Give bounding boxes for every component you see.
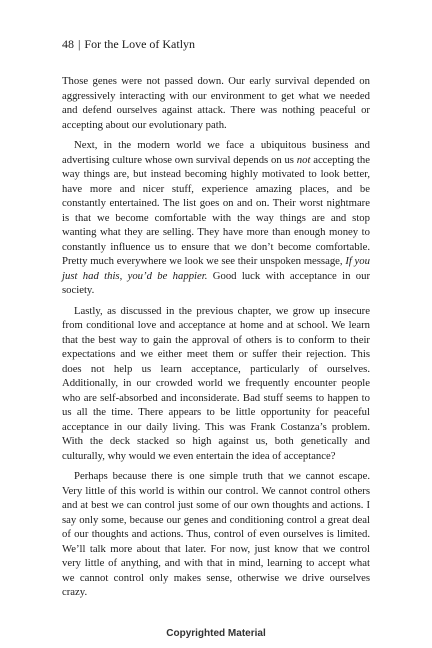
paragraph-4: Perhaps because there is one simple truth that we cannot escape. Very little of this world is within our control. We cannot control others and at best we can control just some of our own thoughts and actions. I say only some, because our genes and conditioning control a great deal of our thoughts and actions. Thus, control of even ourselves is limited. We’ll talk more about that later. For now, just know that we control very little of anything, and with that in mind, learning to accept what we cannot control only makes sense, otherwise we drive ourselves crazy. (62, 470, 370, 598)
page-body (62, 74, 370, 606)
italic-quote: If you just had this, you’d be happier. (62, 255, 370, 282)
header-separator: | (78, 37, 81, 51)
paragraph-2 (62, 138, 370, 298)
copyright-mark: Copyrighted Material (166, 628, 266, 639)
paragraph-2-text-c: Good luck with acceptance in our society. (62, 269, 370, 296)
paragraph-3: Lastly, as discussed in the previous chapter, we grow up insecure from conditional love and acceptance at home and at school. We learn that the best way to gain the approval of others is to conform to their expectations and we either meet them or suffer their rejection. This does not help us learn acceptance, particularly of ourselves. Additionally, in our crowded world we frequently encounter people who are self-absorbed and inconsiderate. Bad stuff seems to happen to us all the time. There appears to be little opportunity for peaceful acceptance in our daily living. This was Frank Costanza’s problem. With the deck stacked so high against us, both genetically and culturally, why would we even entertain the idea of acceptance? (62, 304, 370, 462)
paragraph-1: Those genes were not passed down. Our early survival depended on aggressively interacting with our environment to get what we needed and defend ourselves against attack. There was nothing peaceful or accepting about our evolutionary path. (62, 75, 370, 131)
running-head (62, 37, 195, 51)
paragraph-2-text-b: accepting the way things are, but instead becoming highly motivated to look better, have more and nicer stuff, experience amazing places, and be constantly entertained. The list goes on and on. Their worst nightmare is that we become comfortable with the way things are and stop wanting what they are selling. They have more than enough money to constantly influence us to ensure that we don’t become comfortable. Pretty much everywhere we look we see their unspoken message, (62, 153, 370, 267)
emphasis-not: not (296, 153, 311, 166)
paragraph-2-text-a: Next, in the modern world we face a ubiquitous business and advertising culture whose own survival depends on us (62, 139, 370, 166)
book-title: For the Love of Katlyn (84, 37, 196, 51)
page-number: 48 (62, 37, 74, 51)
